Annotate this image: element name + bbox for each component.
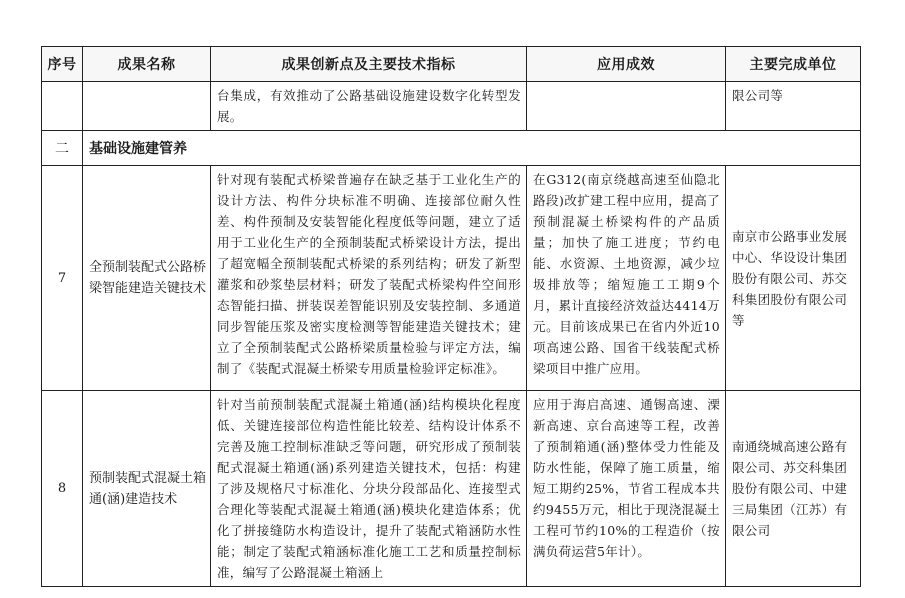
- header-innovation: 成果创新点及主要技术指标: [211, 47, 527, 82]
- cell-innovation: [211, 166, 527, 391]
- section-row: [42, 131, 861, 166]
- table-row: [42, 166, 861, 391]
- innovation-text: 针对当前预制装配式混凝土箱通(涵)结构模块化程度低、关键连接部位构造性能比较差、结构设计体系不完善及施工控制标准缺乏等问题，研究形成了预制装配式混凝土箱通(涵)系列建造关键技术，包括：构建了涉及规格尺寸标准化、分块分段部品化、连接型式合理化等装配式混凝土箱通(涵)模块化建造体系；优化了拼接缝防水构造设计，提升了装配式箱涵防水性能；制定了装配式箱涵标准化施工工艺和质量控制标准，编写了公路混凝土箱涵上: [217, 397, 521, 580]
- cell-name: 全预制装配式公路桥梁智能建造关键技术: [83, 166, 211, 391]
- table-row: [42, 391, 861, 587]
- units-text: 限公司等: [732, 88, 784, 103]
- innovation-text: 针对现有装配式桥梁普遍存在缺乏基于工业化生产的设计方法、构件分块标准不明确、连接部位耐久性差、构件预制及安装智能化程度低等问题，建立了适用于工业化生产的全预制装配式桥梁设计方法，提出了超宽幅全预制装配式桥梁的系列结构；研发了新型灌浆和砂浆垫层材料；研发了装配式桥梁构件空间形态智能扫描、拼装误差智能识别及安装控制、多通道同步智能压浆及密实度检测等智能建造关键技术；建立了全预制装配式公路桥梁质量检验与评定方法，编制了《装配式混凝土桥梁专用质量检验评定标准》。: [217, 172, 521, 376]
- section-number: 二: [42, 131, 83, 166]
- cell-no: 7: [42, 166, 83, 391]
- cell-name: 预制装配式混凝土箱通(涵)建造技术: [83, 391, 211, 587]
- header-completion-units: 主要完成单位: [726, 47, 861, 82]
- innovation-text: 台集成，有效推动了公路基础设施建设数字化转型发展。: [217, 88, 521, 124]
- header-application-effect: 应用成效: [527, 47, 726, 82]
- cell-innovation: [211, 82, 527, 131]
- cell-effect: [527, 166, 726, 391]
- cell-effect: [527, 391, 726, 587]
- cell-name: [83, 82, 211, 131]
- table-row-continuation: [42, 82, 861, 131]
- table-header-row: [42, 47, 861, 82]
- cell-units: [726, 82, 861, 131]
- cell-innovation: [211, 391, 527, 587]
- header-serial-no: 序号: [42, 47, 83, 82]
- cell-no: [42, 82, 83, 131]
- effect-text: 在G312(南京绕越高速至仙隐北路段)改扩建工程中应用，提高了预制混凝土桥梁构件的产品质量；加快了施工进度；节约电能、水资源、土地资源，减少垃圾排放等；缩短施工工期9个月，累计直接经济效益达4414万元。目前该成果已在省内外近10项高速公路、国省干线装配式桥梁项目中推广应用。: [533, 172, 720, 376]
- cell-effect: [527, 82, 726, 131]
- section-title: 基础设施建管养: [83, 131, 861, 166]
- cell-units: 南通绕城高速公路有限公司、苏交科集团股份有限公司、中建三局集团（江苏）有限公司: [726, 391, 861, 587]
- cell-units: 南京市公路事业发展中心、华设设计集团股份有限公司、苏交科集团股份有限公司等: [726, 166, 861, 391]
- header-achievement-name: 成果名称: [83, 47, 211, 82]
- cell-no: 8: [42, 391, 83, 587]
- achievements-table: [41, 46, 861, 587]
- effect-text: 应用于海启高速、通锡高速、溧新高速、京台高速等工程，改善了预制箱通(涵)整体受力性能及防水性能，保障了施工质量，缩短工期约25%，节省工程成本共约9455万元，相比于现浇混凝土工程可节约10%的工程造价（按满负荷运营5年计）。: [533, 397, 720, 559]
